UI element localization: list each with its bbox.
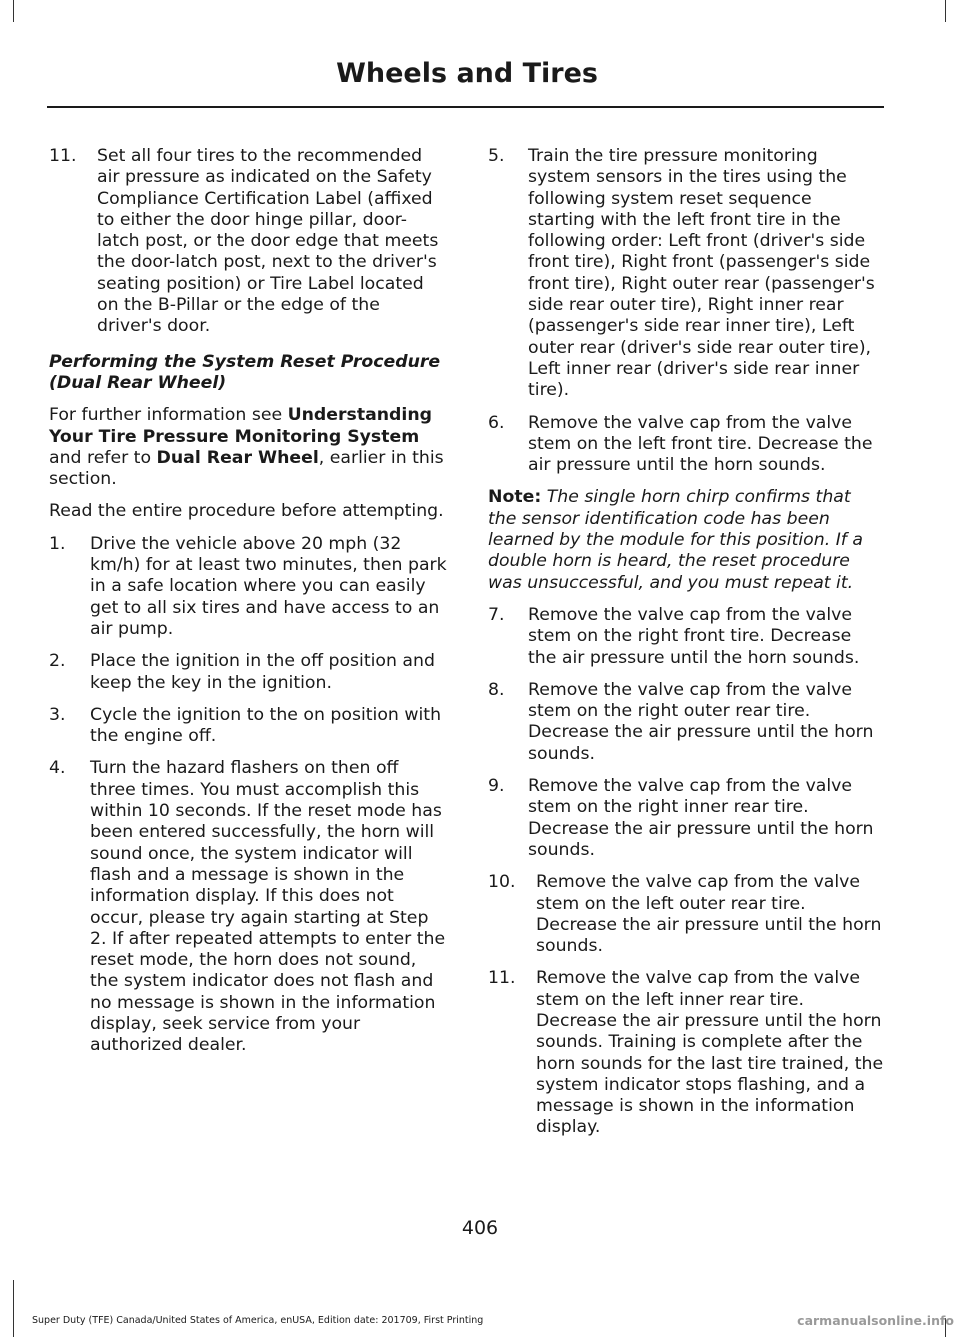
list-item xyxy=(488,413,884,477)
read-entire-paragraph: Read the entire procedure before attempting. xyxy=(49,501,444,522)
step-number: 10. xyxy=(488,872,516,893)
list-item xyxy=(49,146,449,338)
note-text: The single horn chirp confirms that the sensor identification code has been learned by the module for this position. If a double horn is heard, the reset procedure was unsuccessful, and you must repeat it. xyxy=(488,487,863,593)
step-number: 6. xyxy=(488,412,505,433)
watermark: carmanualsonline.info xyxy=(797,1313,954,1328)
step-number: 1. xyxy=(49,533,66,554)
step-text: Remove the valve cap from the valve stem on the right outer rear tire. Decrease the air pressure until the horn sounds. xyxy=(528,679,874,764)
step-number: 4. xyxy=(49,758,66,779)
crop-mark-top-left xyxy=(13,0,14,22)
list-item xyxy=(49,758,449,1056)
step-text: Remove the valve cap from the valve stem on the right front tire. Decrease the air pressure until the horn sounds. xyxy=(528,604,860,668)
list-item xyxy=(488,872,884,957)
section-title: Wheels and Tires xyxy=(336,58,598,89)
note-paragraph xyxy=(488,487,884,593)
crop-mark-bottom-left xyxy=(13,1280,14,1337)
step-text: Cycle the ignition to the on position with the engine off. xyxy=(90,704,442,747)
step-number: 5. xyxy=(488,146,505,166)
header-rule xyxy=(47,106,884,108)
step-text: Place the ignition in the off position and keep the key in the ignition. xyxy=(90,651,435,693)
subsection-heading: Performing the System Reset Procedure (Dual Rear Wheel) xyxy=(49,351,441,393)
list-item xyxy=(49,534,449,640)
list-item xyxy=(488,968,884,1138)
info-middle: and refer to xyxy=(49,447,157,468)
step-text: Remove the valve cap from the valve stem on the left inner rear tire. Decrease the air pressure until the horn sounds. Training is complete after the horn sounds for the last tire trained, the system indicator stops flashing, and a message is shown in the information display. xyxy=(536,968,884,1138)
step-text: Remove the valve cap from the valve stem on the left outer rear tire. Decrease the air pressure until the horn sounds. xyxy=(536,872,882,957)
step-number: 3. xyxy=(49,704,66,725)
step-number: 9. xyxy=(488,776,505,797)
step-number: 11. xyxy=(488,968,516,989)
xref-link-dual-rear-wheel[interactable]: Dual Rear Wheel xyxy=(156,447,319,468)
list-item xyxy=(488,680,884,765)
info-paragraph xyxy=(49,405,449,490)
step-text: Remove the valve cap from the valve stem on the right inner rear tire. Decrease the air pressure until the horn sounds. xyxy=(528,776,874,860)
note-label: Note: xyxy=(488,487,542,508)
list-item xyxy=(488,146,884,402)
step-text: Train the tire pressure monitoring system sensors in the tires using the following system reset sequence starting with the left front tire in the following order: Left front (driver's side front tire), Right front (passenger's side front tire), Right outer rear (passenger's side rear outer tire), Right inner rear (passenger's side rear inner tire), Left outer rear (driver's side rear outer tire), Left inner rear (driver's side rear inner tire). xyxy=(528,146,875,401)
info-prefix: For further information see xyxy=(49,405,288,426)
info-suffix: , earlier in this section. xyxy=(49,447,444,490)
step-text: Remove the valve cap from the valve stem on the left front tire. Decrease the air pressure until the horn sounds. xyxy=(528,412,873,476)
list-item xyxy=(488,605,884,669)
step-number: 8. xyxy=(488,679,505,700)
step-number: 2. xyxy=(49,651,66,672)
step-number: 7. xyxy=(488,604,505,625)
list-item xyxy=(488,776,884,861)
left-column xyxy=(49,146,449,1068)
crop-mark-top-right xyxy=(945,0,946,22)
right-column xyxy=(488,146,884,1150)
page-number: 406 xyxy=(461,1217,499,1239)
step-text: Drive the vehicle above 20 mph (32 km/h) for at least two minutes, then park in a safe location where you can easily get to all six tires and have access to an air pump. xyxy=(90,533,447,639)
list-item xyxy=(49,705,449,748)
step-number: 11. xyxy=(49,146,77,166)
footer-edition-text: Super Duty (TFE) Canada/United States of America, enUSA, Edition date: 201709, First Printing xyxy=(32,1315,484,1326)
xref-link-tpms[interactable]: Understanding Your Tire Pressure Monitoring System xyxy=(49,405,433,447)
step-text: Turn the hazard flashers on then off three times. You must accomplish this within 10 seconds. If the reset mode has been entered successfully, the horn will sound once, the system indicator will flash and a message is shown in the information display. If this does not occur, please try again starting at Step 2. If after repeated attempts to enter the reset mode, the horn does not sound, the system indicator does not flash and no message is shown in the information display, seek service from your authorized dealer. xyxy=(90,758,446,1056)
step-text: Set all four tires to the recommended air pressure as indicated on the Safety Compliance Certification Label (affixed to either the door hinge pillar, door-latch post, or the door edge that meets the door-latch post, next to the driver's seating position) or Tire Label located on the B-Pillar or the edge of the driver's door. xyxy=(97,146,439,337)
list-item xyxy=(49,651,449,694)
